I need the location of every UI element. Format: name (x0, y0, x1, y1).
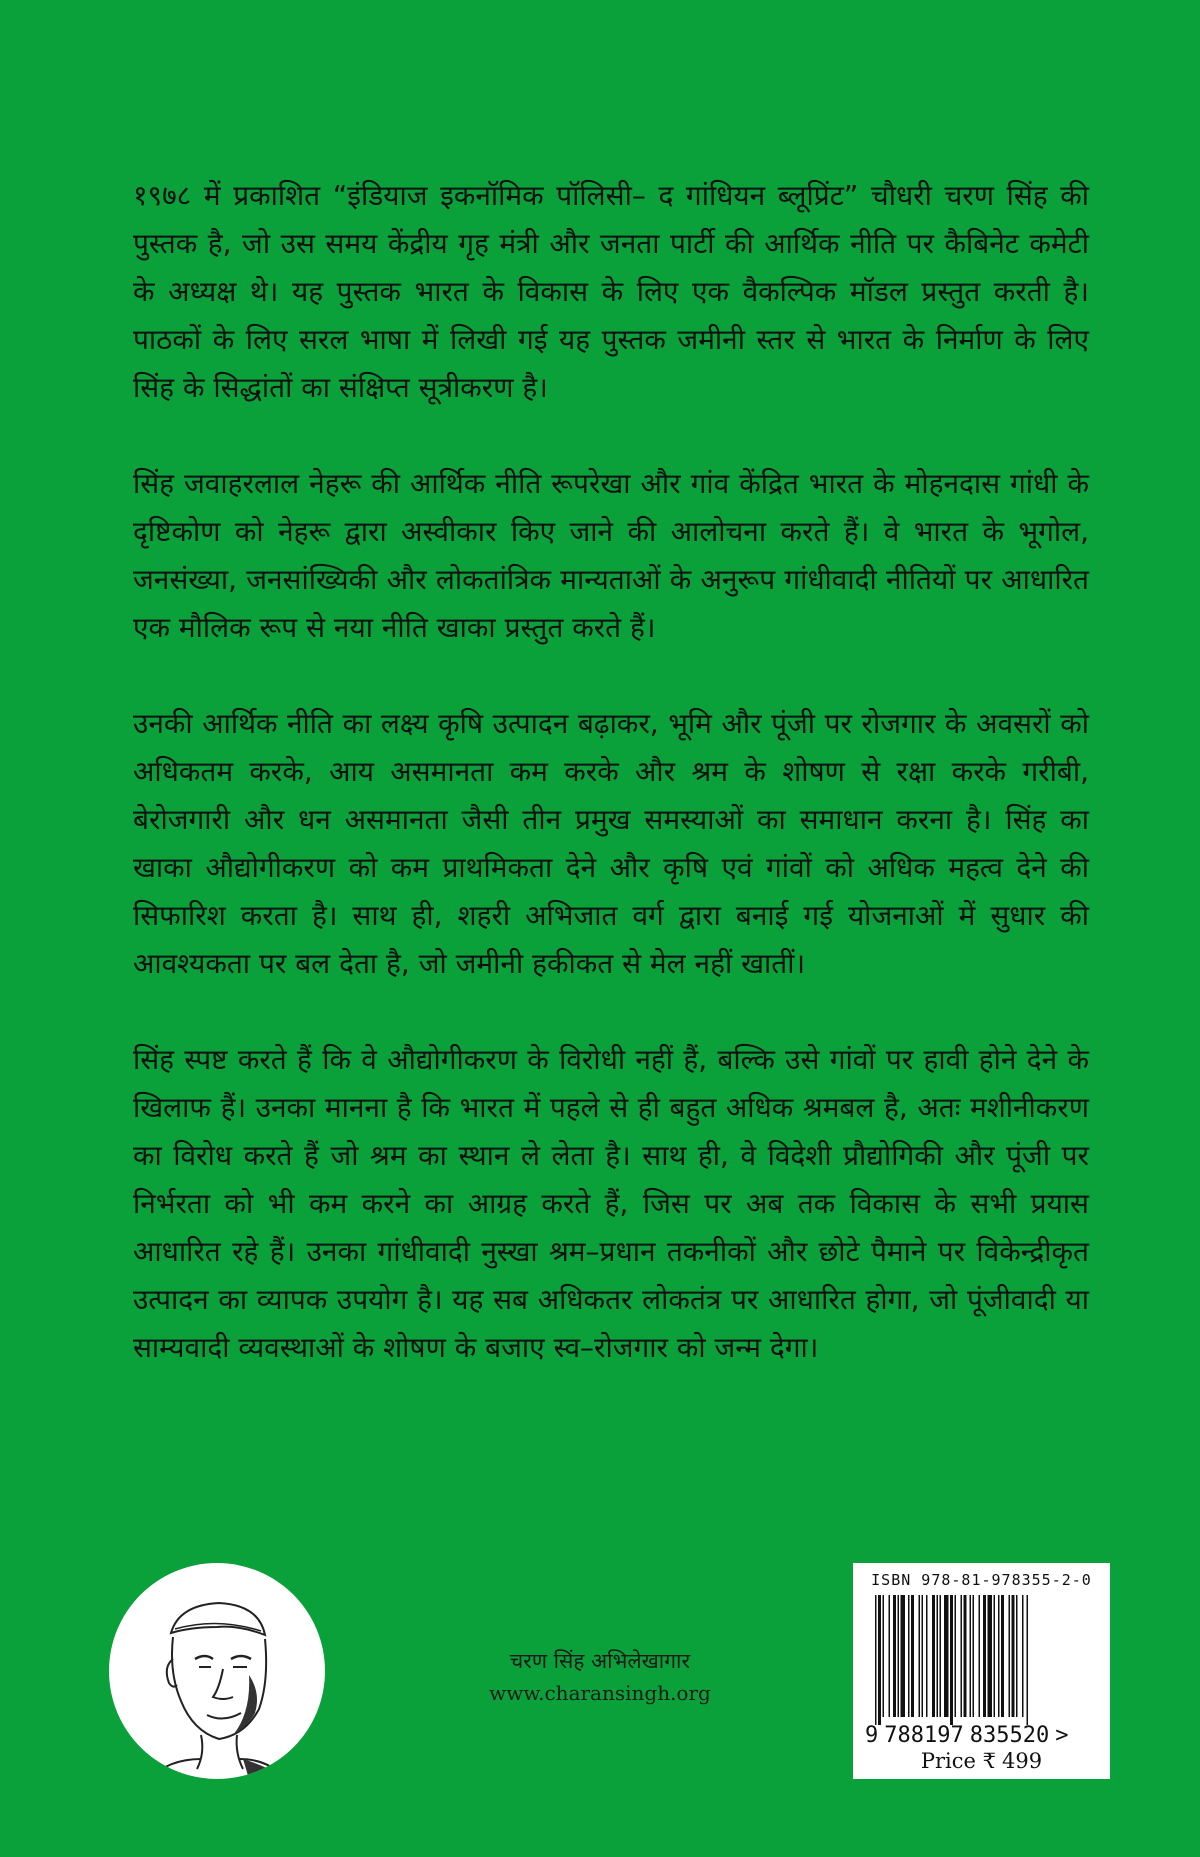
blurb-paragraph-4: सिंह स्पष्ट करते हैं कि वे औद्योगीकरण के विरोधी नहीं हैं, बल्कि उसे गांवों पर हावी होने देने के खिलाफ हैं। उनका मानना है कि भारत में पहले से ही बहुत अधिक श्रमबल है, अतः मशीनीकरण का विरोध करते हैं जो श्रम का स्थान ले लेता है। साथ ही, वे विदेशी प्रौद्योगिकी और पूंजी पर निर्भरता को भी कम करने का आग्रह करते हैं, जिस पर अब तक विकास के सभी प्रयास आधारित रहे हैं। उनका गांधीवादी नुस्खा श्रम–प्रधान तकनीकों और छोटे पैमाने पर विकेन्द्रीकृत उत्पादन का व्यापक उपयोग है। यह सब अधिकतर लोकतंत्र पर आधारित होगा, जो पूंजीवादी या साम्यवादी व्यवस्थाओं के शोषण के बजाए स्व–रोजगार को जन्म देगा। (133, 1043, 1089, 1364)
barcode-bar (922, 1595, 924, 1717)
barcode-bars-icon (873, 1595, 1090, 1725)
barcode-bar (926, 1595, 928, 1717)
barcode-bar (1022, 1595, 1024, 1717)
barcode-bar (908, 1595, 910, 1717)
publisher-url: www.charansingh.org (489, 1681, 711, 1705)
price-line (853, 1749, 1110, 1773)
blurb-paragraph-3: उनकी आर्थिक नीति का लक्ष्य कृषि उत्पादन बढ़ाकर, भूमि और पूंजी पर रोजगार के अवसरों को अधिकतम करके, आय असमानता कम करके और श्रम के शोषण से रक्षा करके गरीबी, बेरोजगारी और धन असमानता जैसी तीन प्रमुख समस्याओं का समाधान करना है। सिंह का खाका औद्योगीकरण को कम प्राथमिकता देने और कृषि एवं गांवों को अधिक महत्व देने की सिफारिश करता है। साथ ही, शहरी अभिजात वर्ग द्वारा बनाई गई योजनाओं में सुधार की आवश्यकता पर बल देता है, जो जमीनी हकीकत से मेल नहीं खातीं। (133, 707, 1089, 980)
barcode-bar (983, 1595, 986, 1717)
author-portrait-sketch-icon (109, 1563, 325, 1779)
barcode-bar (944, 1595, 949, 1717)
publisher-block (440, 1645, 760, 1709)
barcode-bar (1027, 1595, 1029, 1725)
barcode-bar (940, 1595, 942, 1717)
isbn-label: ISBN 978-81-978355-2-0 (871, 1571, 1092, 1589)
barcode-bar (932, 1595, 935, 1717)
ean-digits (865, 1723, 1105, 1748)
barcode-bar (998, 1595, 1000, 1717)
back-cover-blurb (133, 172, 1089, 1420)
ean-first-digit: 9 (865, 1723, 879, 1748)
barcode-bar (878, 1595, 881, 1725)
blurb-paragraph-2: सिंह जवाहरलाल नेहरू की आर्थिक नीति रूपरेखा और गांव केंद्रित भारत के मोहनदास गांधी के दृष्टिकोण को नेहरू द्वारा अस्वीकार किए जाने की आलोचना करते हैं। वे भारत के भूगोल, जनसंख्या, जनसांख्यिकी और लोकतांत्रिक मान्यताओं के अनुरूप गांधीवादी नीतियों पर आधारित एक मौलिक रूप से नया नीति खाका प्रस्तुत करते हैं। (133, 467, 1089, 644)
barcode-bar (973, 1595, 975, 1717)
barcode-bar (898, 1595, 900, 1717)
ean-left-group: 788197 (884, 1723, 964, 1748)
barcode-bar (1012, 1595, 1015, 1717)
ean-quiet-marker: > (1055, 1723, 1069, 1748)
barcode-bar (919, 1595, 921, 1717)
barcode-bar (961, 1595, 963, 1717)
ean-right-group: 835520 (969, 1723, 1050, 1748)
price-label: Price ₹ (920, 1749, 997, 1773)
barcode-bar (955, 1595, 957, 1717)
blurb-paragraph-1: १९७८ में प्रकाशित “इंडियाज इकनॉमिक पॉलिसी– द गांधियन ब्लूप्रिंट” चौधरी चरण सिंह की पुस्तक है, जो उस समय केंद्रीय गृह मंत्री और जनता पार्टी की आर्थिक नीति पर कैबिनेट कमेटी के अध्यक्ष थे। यह पुस्तक भारत के विकास के लिए एक वैकल्पिक मॉडल प्रस्तुत करती है। पाठकों के लिए सरल भाषा में लिखी गई यह पुस्तक जमीनी स्तर से भारत के निर्माण के लिए सिंह के सिद्धांतों का संक्षिप्त सूत्रीकरण है। (133, 179, 1089, 404)
publisher-name: चरण सिंह अभिलेखागार (509, 1649, 691, 1673)
barcode-bar (889, 1595, 891, 1717)
price-value: 499 (1002, 1749, 1043, 1773)
barcode-bar (875, 1595, 877, 1725)
barcode-bar (979, 1595, 981, 1717)
barcode-bar (1001, 1595, 1004, 1717)
barcode-bar (893, 1595, 896, 1717)
barcode-bar (964, 1595, 967, 1717)
barcode-bar (901, 1595, 906, 1717)
barcode-bar (883, 1595, 885, 1717)
barcode-bar (950, 1595, 953, 1725)
barcode-bar (1016, 1595, 1018, 1717)
author-portrait (109, 1563, 325, 1779)
isbn-barcode (853, 1563, 1110, 1779)
barcode-bar (970, 1595, 972, 1717)
barcode-bar (1009, 1595, 1011, 1717)
barcode-bar (937, 1595, 939, 1717)
barcode-bar (988, 1595, 993, 1717)
barcode-bar (911, 1595, 914, 1717)
barcode-bar (994, 1595, 996, 1717)
